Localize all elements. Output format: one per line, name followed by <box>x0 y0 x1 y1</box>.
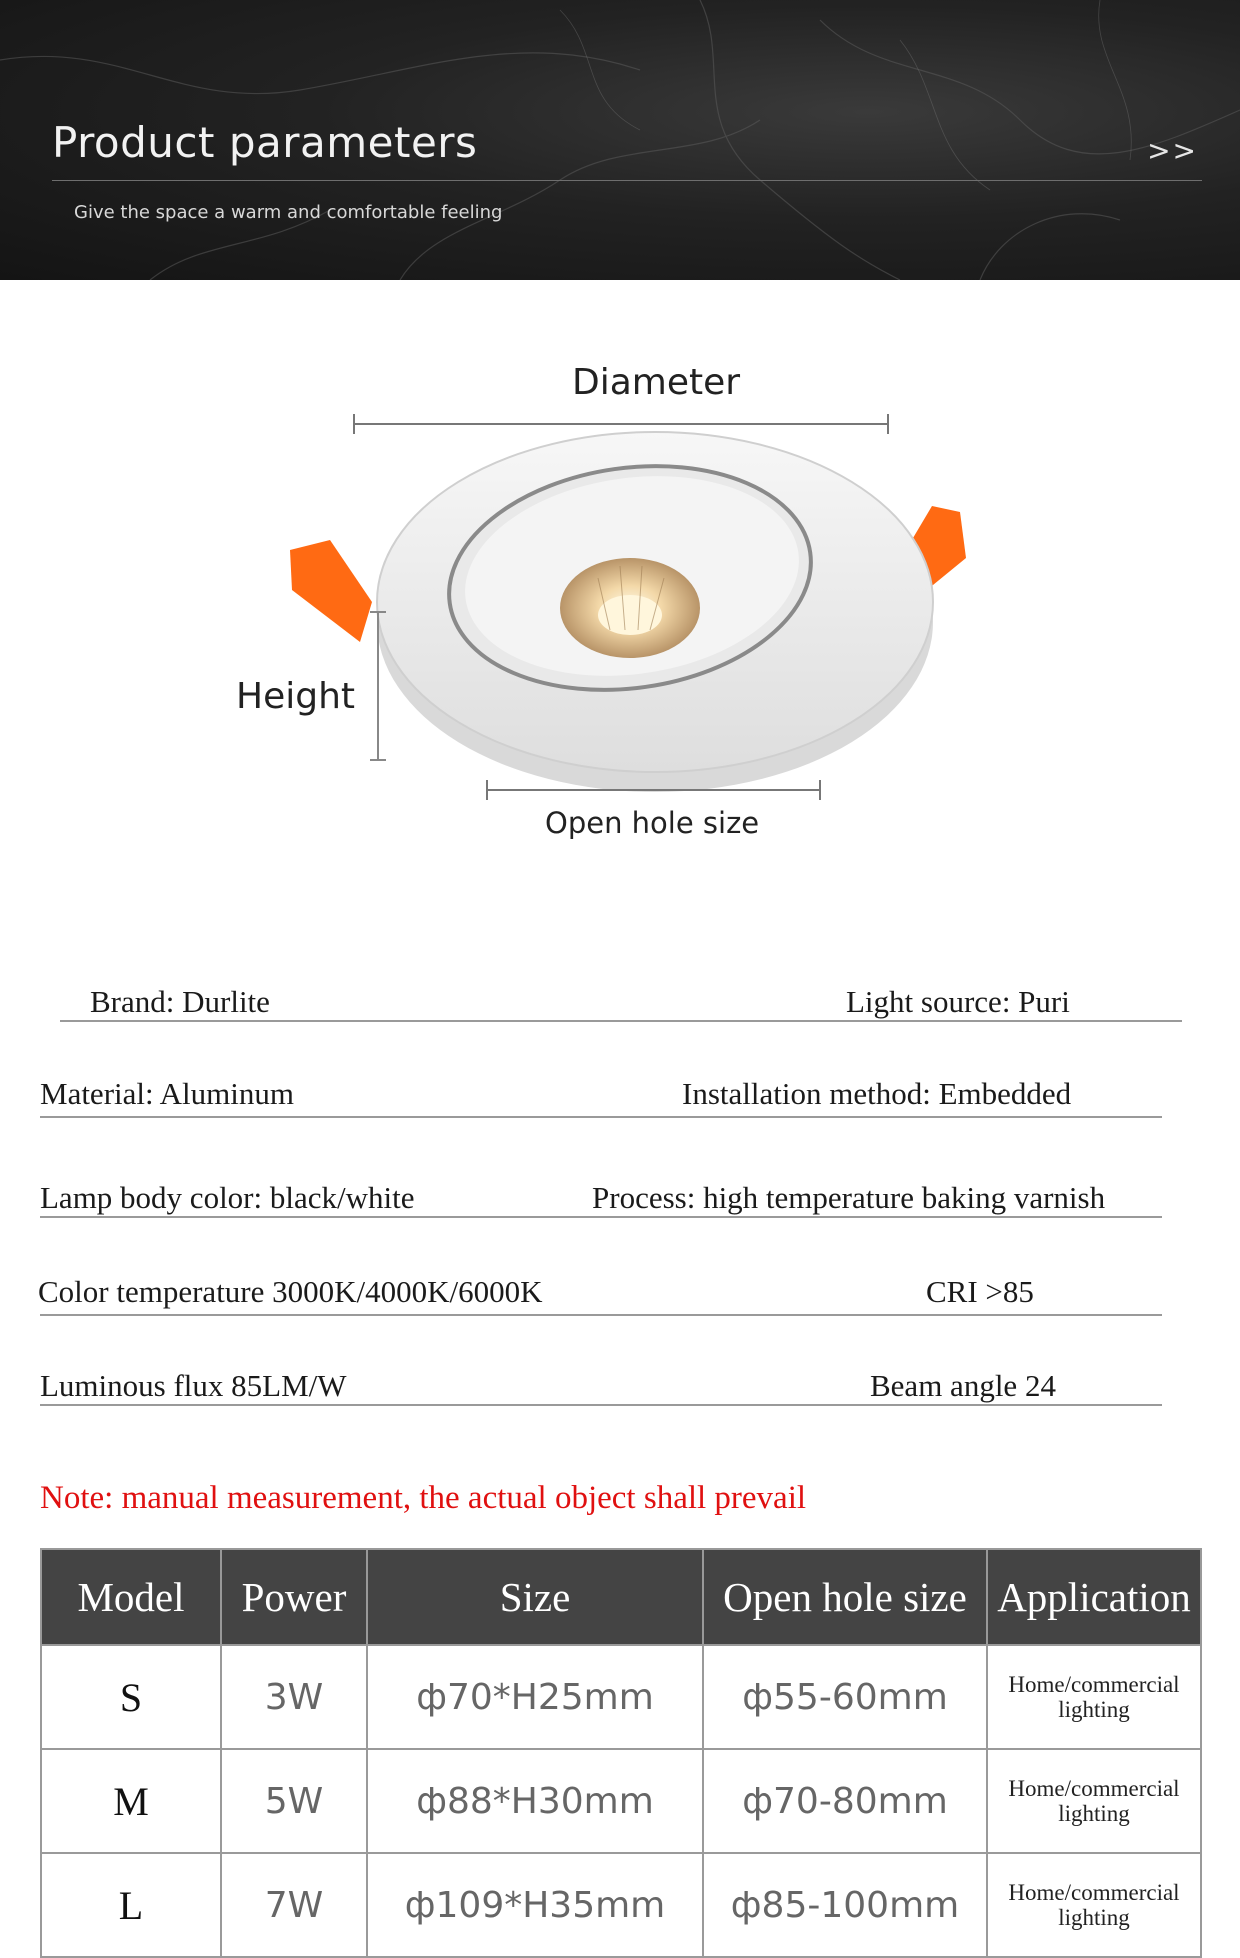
cell-model: L <box>41 1853 221 1957</box>
spec-installation: Installation method: Embedded <box>682 1076 1072 1111</box>
spec-divider <box>40 1116 1162 1118</box>
table-row <box>41 1645 1201 1749</box>
cell-size: ф88*H30mm <box>367 1749 703 1853</box>
cell-power: 7W <box>221 1853 367 1957</box>
spec-divider <box>40 1314 1162 1316</box>
header-banner <box>0 0 1240 280</box>
spec-divider <box>60 1020 1182 1022</box>
table-header-row <box>41 1549 1201 1645</box>
cell-power: 5W <box>221 1749 367 1853</box>
cell-application <box>987 1749 1201 1853</box>
spec-brand: Brand: Durlite <box>90 984 270 1019</box>
cell-hole: ф85-100mm <box>703 1853 987 1957</box>
cell-hole: ф70-80mm <box>703 1749 987 1853</box>
spec-divider <box>40 1216 1162 1218</box>
open-hole-label: Open hole size <box>545 806 760 840</box>
header-power: Power <box>221 1549 367 1645</box>
spec-light-source: Light source: Puri <box>846 984 1070 1019</box>
spec-body-color: Lamp body color: black/white <box>40 1180 415 1215</box>
cell-model: M <box>41 1749 221 1853</box>
cell-application <box>987 1853 1201 1957</box>
product-diagram <box>0 340 1240 860</box>
downlight-illustration <box>0 340 1240 860</box>
application-line: Home/commercial <box>1008 1672 1180 1697</box>
cell-application <box>987 1645 1201 1749</box>
spec-beam-angle: Beam angle 24 <box>870 1368 1056 1403</box>
application-line: lighting <box>1058 1697 1130 1722</box>
application-line: lighting <box>1058 1801 1130 1826</box>
cell-power: 3W <box>221 1645 367 1749</box>
spec-material: Material: Aluminum <box>40 1076 294 1111</box>
spec-luminous-flux: Luminous flux 85LM/W <box>40 1368 347 1403</box>
table-row <box>41 1853 1201 1957</box>
banner-subtitle: Give the space a warm and comfortable feeling <box>74 202 503 223</box>
measurement-note: Note: manual measurement, the actual object shall prevail <box>40 1480 807 1516</box>
spec-process: Process: high temperature baking varnish <box>592 1180 1106 1215</box>
application-line: Home/commercial <box>1008 1776 1180 1801</box>
banner-divider <box>52 180 1202 181</box>
cell-size: ф109*H35mm <box>367 1853 703 1957</box>
cell-hole: ф55-60mm <box>703 1645 987 1749</box>
model-table <box>40 1548 1202 1958</box>
cell-model: S <box>41 1645 221 1749</box>
table-row <box>41 1749 1201 1853</box>
spec-divider <box>40 1404 1162 1406</box>
header-open-hole-size: Open hole size <box>703 1549 987 1645</box>
header-application: Application <box>987 1549 1201 1645</box>
height-label: Height <box>236 676 356 717</box>
header-size: Size <box>367 1549 703 1645</box>
next-arrows-icon[interactable]: >> <box>1147 134 1198 167</box>
banner-title: Product parameters <box>52 118 478 167</box>
spec-color-temperature: Color temperature 3000K/4000K/6000K <box>38 1274 543 1309</box>
cell-size: ф70*H25mm <box>367 1645 703 1749</box>
application-line: lighting <box>1058 1905 1130 1930</box>
diameter-label: Diameter <box>572 362 741 403</box>
header-model: Model <box>41 1549 221 1645</box>
application-line: Home/commercial <box>1008 1880 1180 1905</box>
spec-cri: CRI >85 <box>926 1274 1034 1309</box>
